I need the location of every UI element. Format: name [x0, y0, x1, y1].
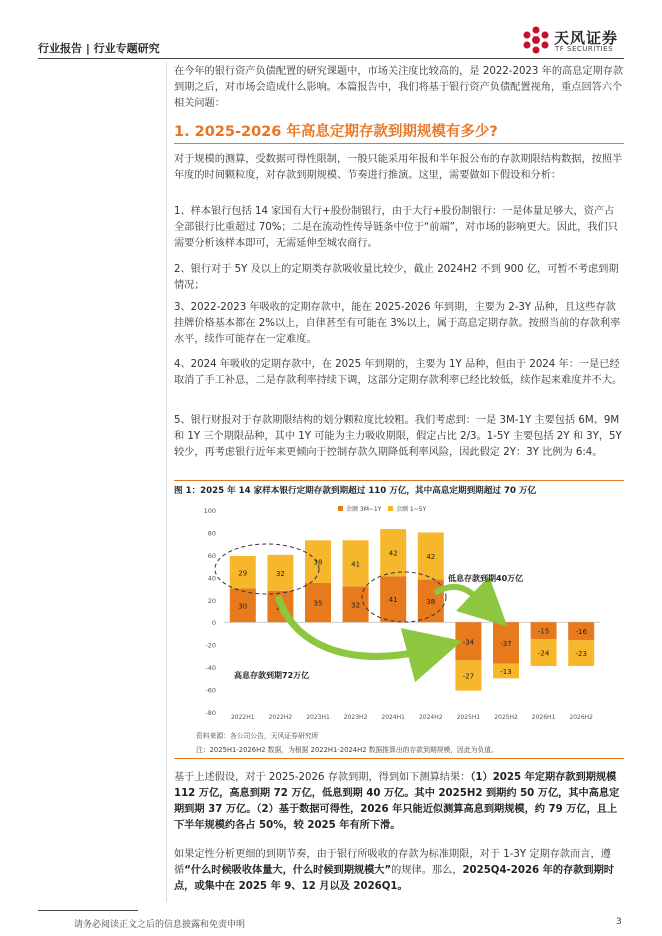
maturity-bar-chart: [190, 498, 610, 728]
annotation-low-rate: 低息存款到期40万亿: [448, 574, 524, 583]
conclusion-paragraph-2: [174, 847, 624, 895]
bar-value-label: 28: [275, 603, 285, 612]
footer-disclaimer: 请务必阅读正文之后的信息披露和免责申明: [74, 920, 246, 930]
y-tick-label: 20: [207, 596, 216, 605]
company-logo: [520, 24, 630, 58]
bar-value-label: -23: [575, 650, 587, 659]
section-title-rule: [174, 143, 624, 144]
assumption-2: 2、银行对于 5Y 及以上的定期类存款吸收量比较少，截止 2024H2 不到 900 亿，可暂不考虑到期情况；: [174, 264, 619, 291]
intro-paragraph: 在今年的银行资产负债配置的研究课题中，市场关注度比较高的，是 2022-2023 年的高息定期存款到期之后，对市场会造成什么影响。本篇报告中，我们将基于银行资产负债配置视角，重点回答六个相关问题：: [174, 66, 624, 109]
section-title: 1. 2025-2026 年高息定期存款到期规模有多少?: [174, 124, 498, 140]
figure-source: 资料来源：各公司公告，天风证券研究所: [196, 732, 319, 740]
figure-title: 图 1：2025 年 14 家样本银行定期存款到期超过 110 万亿，其中高息定期到期超过 70 万亿: [174, 486, 537, 496]
y-tick-label: 40: [207, 574, 216, 583]
x-tick-label: 2025H2: [494, 714, 518, 721]
bar-value-label: 32: [275, 569, 285, 578]
assumption-3: 3、2022-2023 年吸收的定期存款中，能在 2025-2026 年到期，主要为 2-3Y 品种，且这些存款挂牌价格基本都在 2%以上，自律甚至有可能在 3%以上，属于高息定期存款。按照当前的存款利率水平，续作可能存在一定难度。: [174, 302, 621, 345]
y-tick-label: 100: [203, 507, 216, 515]
x-tick-label: 2024H1: [381, 714, 406, 721]
bar-value-label: -27: [462, 672, 475, 681]
conclusion-paragraph-1: [174, 770, 624, 834]
assumption-1: 1、样本银行包括 14 家国有大行+股份制银行，由于大行+股份制银行：一是体量足够大，资产占全部银行比重超过 70%；二是在流动性传导链条中位于“前端”，对市场的影响更大。因此，我们只需要分析该样本即可，无需延伸至城农商行。: [174, 206, 618, 249]
page-number: 3: [616, 917, 622, 927]
legend-swatch: [388, 506, 393, 511]
y-tick-label: -60: [205, 686, 216, 695]
bar-value-label: -24: [537, 649, 550, 658]
conclusion1_parts-part-1: （1）2025 年定期存款到期规模 112 万亿，高息到期 72 万亿，低息到期 40 万亿。其中 2025H2 到期约 50 万亿，其中高息定期到期 37 万亿。（2）基于数据可得性，2026 年只能近似测算高息到期规模，约 79 万亿，且上下半年规模约各占 50%，较 2025 年有所下滑。: [174, 772, 620, 831]
y-tick-label: 0: [211, 619, 216, 628]
bar-value-label: -37: [500, 639, 512, 648]
x-tick-label: 2026H1: [531, 714, 556, 721]
conclusion2_parts-part-0: 如果定性分析更细的到期节奏，由于银行所吸收的存款为标准期限，对于 1-3Y 定期存款而言，遵循: [174, 849, 611, 876]
figure-bottom-rule: [174, 758, 624, 759]
legend-label: 余额 1~5Y: [396, 506, 427, 513]
footer-rule: [38, 910, 138, 911]
bar-value-label: 42: [388, 549, 398, 558]
assumption-4: 4、2024 年吸收的定期存款中，在 2025 年到期的，主要为 1Y 品种，但由于 2024 年：一是已经取消了手工补息，二是存款利率持续下调，这部分定期存款利率已经比较低，续作起来难度并不大。: [174, 359, 623, 386]
x-tick-label: 2025H1: [456, 714, 481, 721]
bar-value-label: 41: [351, 560, 361, 569]
methodology-paragraph: 对于规模的测算，受数据可得性限制，一般只能采用年报和半年报公布的存款期限结构数据，按照半年度的时间颗粒度，对存款到期规模、节奏进行推演。这里，需要做如下假设和分析：: [174, 154, 623, 181]
y-tick-label: 80: [207, 529, 216, 538]
logo-flower-icon: [520, 24, 552, 56]
x-tick-label: 2024H2: [418, 714, 443, 721]
report-breadcrumb: 行业报告 | 行业专题研究: [38, 42, 160, 55]
logo-name-cn: 天风证券: [554, 29, 619, 47]
conclusion2_parts-part-1: “什么时候吸收体量大，什么时候到期规模大”: [184, 865, 392, 876]
bar-value-label: -13: [500, 668, 512, 677]
conclusion2_parts-part-3: 2025Q4-2026 年的存款到期时点，或集中在 2025 年 9、12 月以及 2026Q1。: [174, 865, 614, 892]
legend-label: 余额 3M~1Y: [346, 506, 382, 513]
bar-value-label: 42: [426, 553, 436, 562]
bar-value-label: 41: [388, 596, 398, 605]
figure-top-rule: [174, 480, 624, 481]
y-tick-label: 60: [207, 551, 216, 560]
bar-value-label: -34: [462, 638, 475, 647]
y-tick-label: -40: [205, 664, 216, 673]
x-tick-label: 2026H2: [569, 714, 594, 721]
bar-value-label: 30: [238, 602, 248, 611]
x-tick-label: 2022H2: [268, 714, 293, 721]
figure-note: 注：2025H1-2026H2 数据，为根据 2022H1-2024H2 数据推算出的存款到期规模，因此为负值。: [196, 746, 498, 754]
y-tick-label: -20: [205, 641, 216, 650]
x-tick-label: 2023H2: [343, 714, 368, 721]
assumption-5: 5、银行财报对于存款期限结构的划分颗粒度比较粗。我们考虑到：一是 3M-1Y 主要包括 6M、9M 和 1Y 三个期限品种，其中 1Y 可能为主力吸收期限，假定占比 2/3。1-5Y 主要包括 2Y 和 3Y，5Y 较少，再考虑银行近年来更倾向于控制存款久期降低利率风险，因此假定 2Y：3Y 比例为 6:4。: [174, 415, 622, 458]
left-margin-rule: [166, 62, 167, 902]
legend-swatch: [338, 506, 343, 511]
annotation-high-rate: 高息存款到期72万亿: [234, 671, 310, 680]
bar-value-label: 29: [238, 569, 248, 578]
conclusion2_parts-part-2: 的规律。那么，: [391, 865, 463, 876]
bar-value-label: -16: [575, 628, 587, 637]
header-divider: [38, 58, 624, 59]
bar-value-label: -15: [537, 627, 550, 636]
y-tick-label: -80: [205, 709, 216, 717]
logo-name-en: TF SECURITIES: [555, 45, 614, 53]
bar-value-label: 35: [313, 599, 323, 608]
x-tick-label: 2023H1: [306, 714, 330, 721]
bar-value-label: 32: [351, 601, 361, 610]
bar-value-label: 38: [426, 597, 436, 606]
x-tick-label: 2022H1: [230, 714, 255, 721]
bar-value-label: 38: [313, 558, 323, 567]
conclusion1_parts-part-0: 基于上述假设，对于 2025-2026 存款到期，得到如下测算结果：: [174, 772, 471, 783]
